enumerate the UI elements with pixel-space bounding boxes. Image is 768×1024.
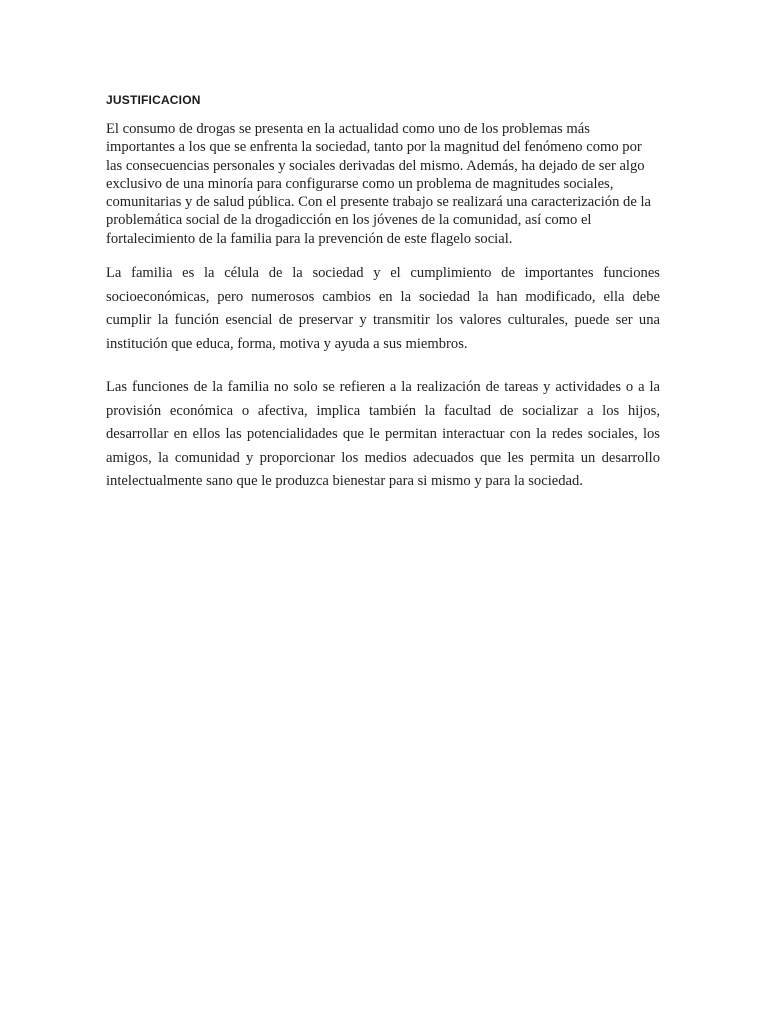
document-body (106, 92, 660, 494)
section-heading: JUSTIFICACION (106, 93, 201, 107)
paragraph-intro: El consumo de drogas se presenta en la actualidad como uno de los problemas más importantes a los que se enfrenta la sociedad, tanto por la magnitud del fenómeno como por las consecuencias personales y sociales derivadas del mismo. Además, ha dejado de ser algo exclusivo de una minoría para configurarse como un problema de magnitudes sociales, comunitarias y de salud pública. Con el presente trabajo se realizará una caracterización de la problemática social de la drogadicción en los jóvenes de la comunidad, así como el fortalecimiento de la familia para la prevención de este flagelo social. (106, 121, 651, 247)
paragraph-family: La familia es la célula de la sociedad y el cumplimiento de importantes funciones socioeconómicas, pero numerosos cambios en la sociedad la han modificado, ella debe cumplir la función esencial de preservar y transmitir los valores culturales, puede ser una institución que educa, forma, motiva y ayuda a sus miembros. (106, 265, 660, 352)
paragraph-family-functions: Las funciones de la familia no solo se refieren a la realización de tareas y actividades o a la provisión económica o afectiva, implica también la facultad de socializar a los hijos, desarrollar en ellos las potencialidades que le permitan interactuar con la redes sociales, los amigos, la comunidad y proporcionar los medios adecuados que les permita un desarrollo intelectualmente sano que le produzca bienestar para si mismo y para la sociedad. (106, 379, 660, 490)
